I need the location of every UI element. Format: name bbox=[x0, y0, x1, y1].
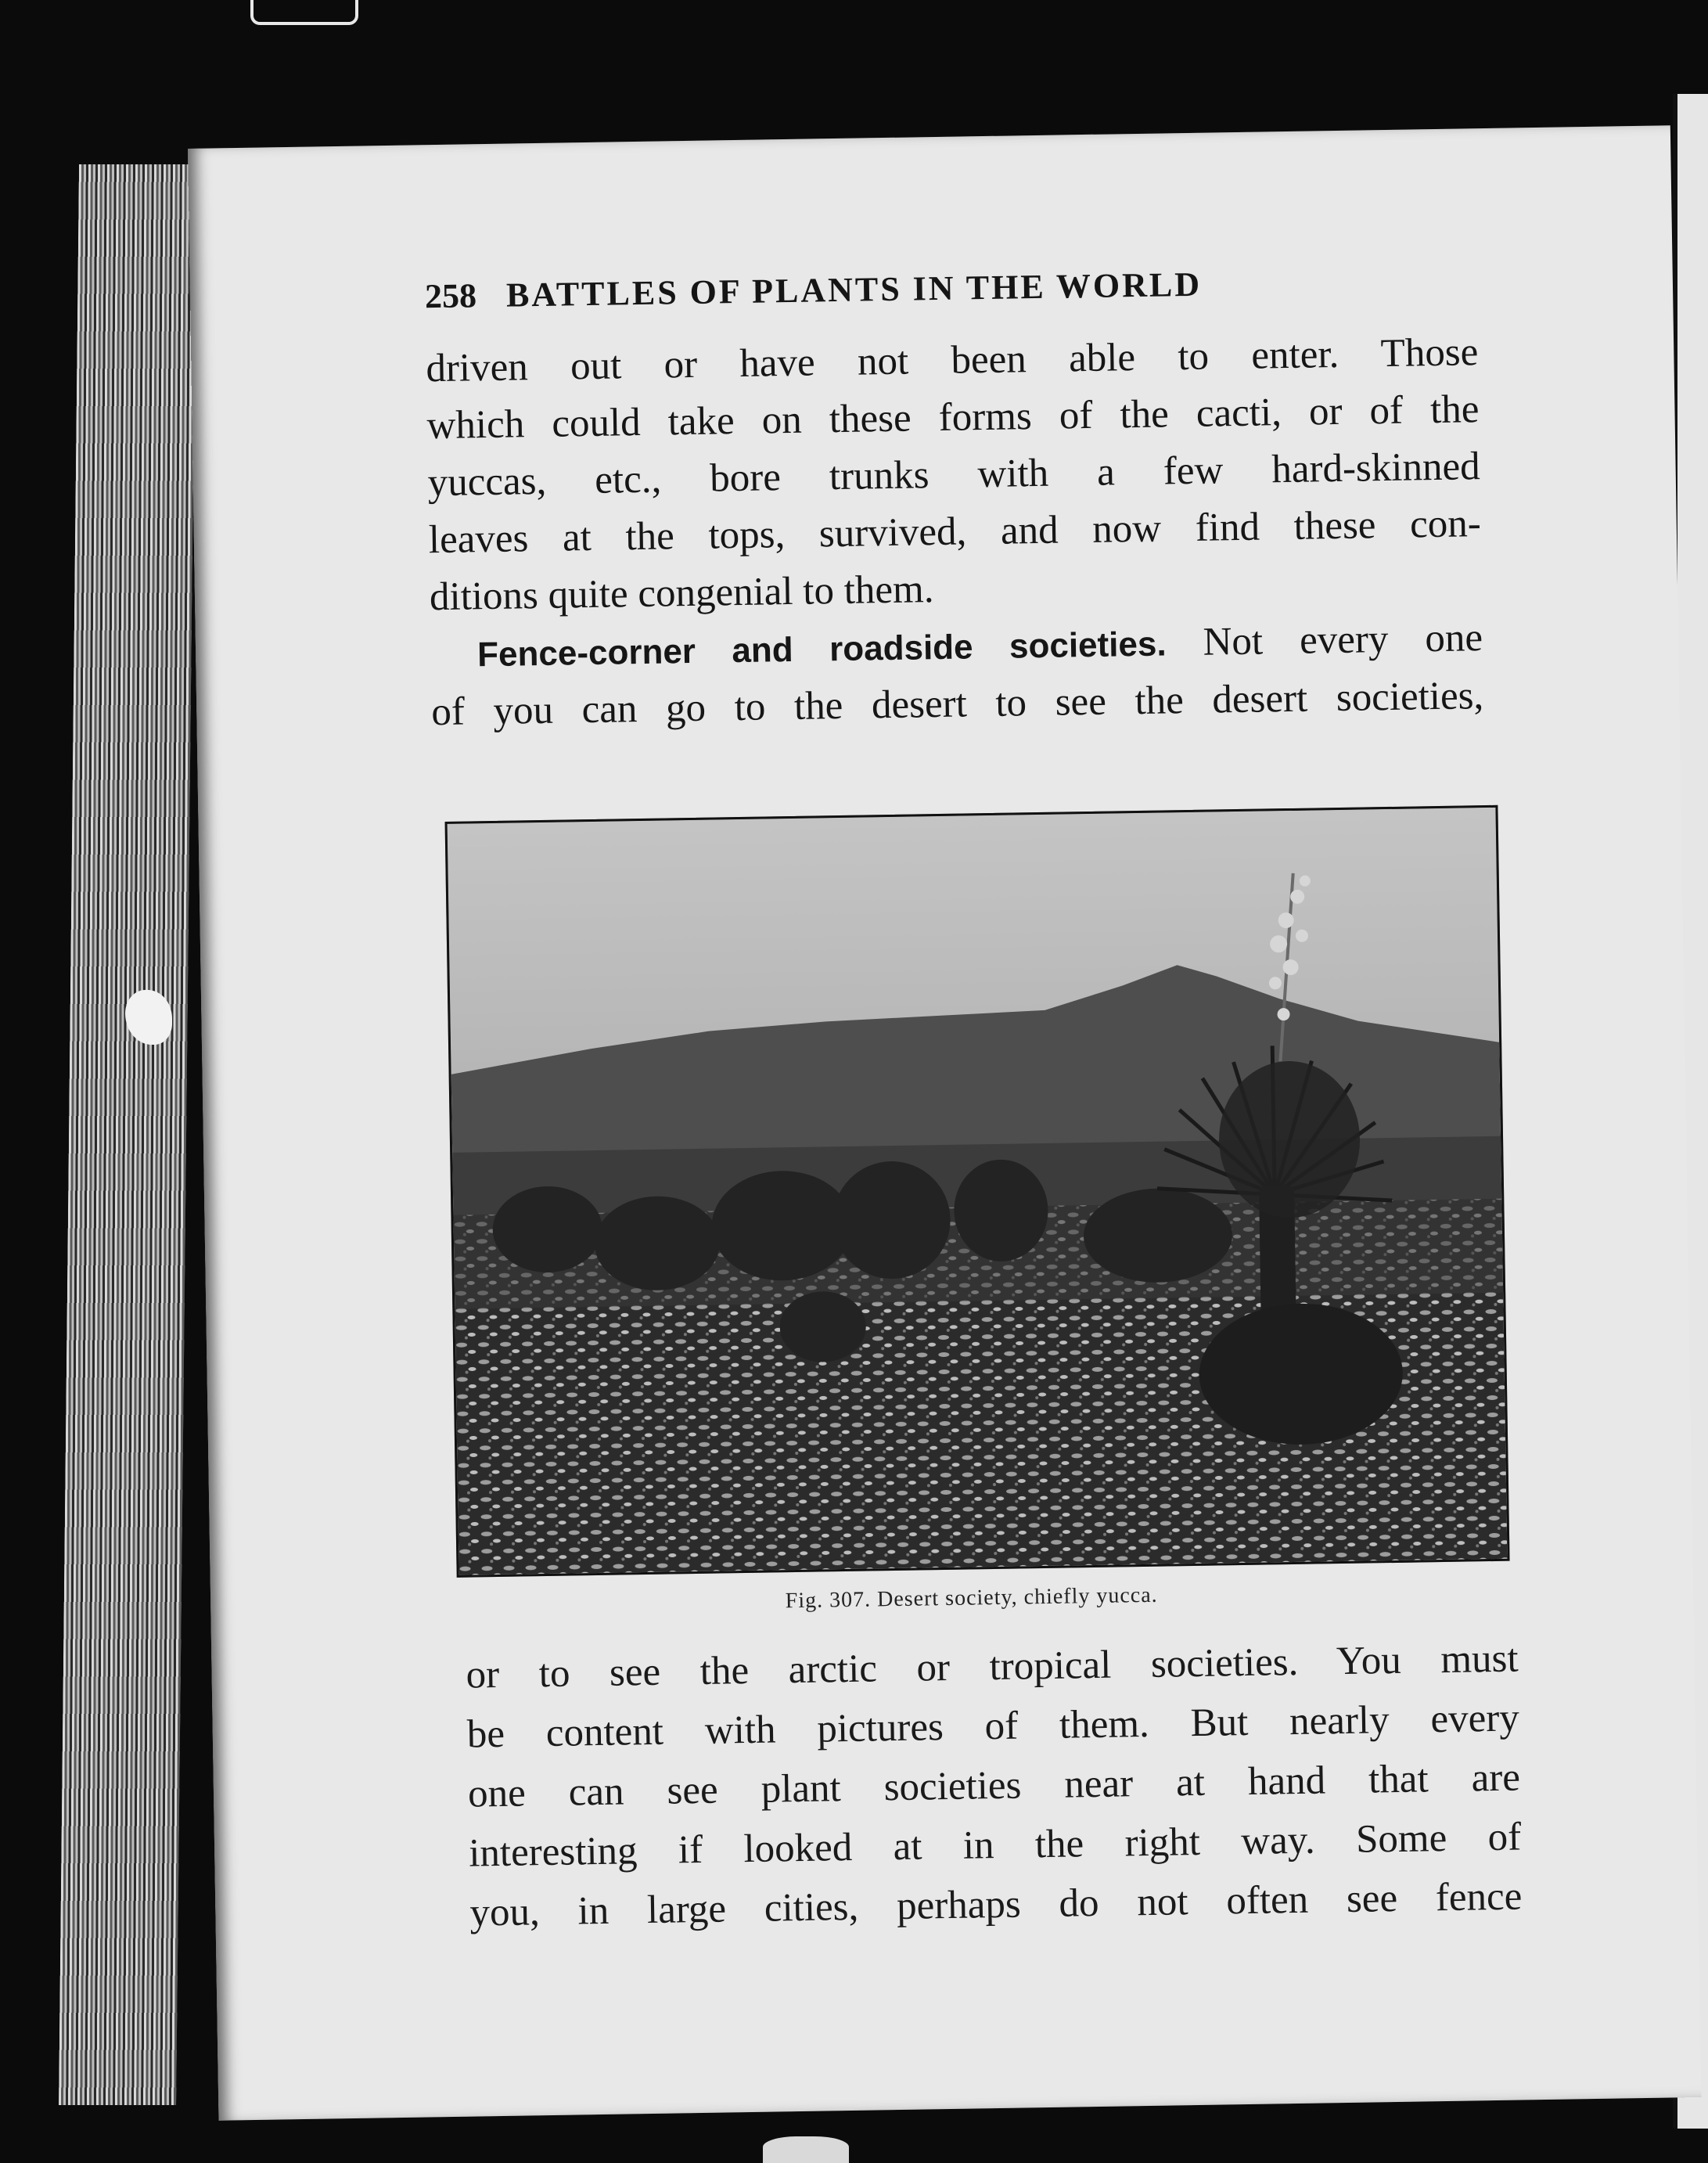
text-line: or to see the arctic or tropical societies. You must bbox=[466, 1636, 1519, 1697]
text-line: of you can go to the desert to see the desert societies, bbox=[430, 674, 1484, 735]
page-number: 258 bbox=[424, 276, 477, 316]
text-line: one can see plant societies near at hand that are bbox=[467, 1755, 1521, 1816]
desert-yucca-photo-icon bbox=[448, 808, 1508, 1575]
text-line: driven out or have not been able to enter. Those bbox=[426, 330, 1479, 391]
running-header bbox=[425, 265, 1203, 317]
text-line: interesting if looked at in the right way. Some of bbox=[468, 1815, 1522, 1876]
figure-photo bbox=[445, 805, 1510, 1578]
text-line: you, in large cities, perhaps do not often see fence bbox=[469, 1874, 1523, 1935]
text-line: yuccas, etc., bore trunks with a few hard-skinned bbox=[427, 444, 1481, 506]
paragraph-section bbox=[430, 610, 1484, 741]
book-page bbox=[188, 125, 1701, 2120]
page-body-bottom bbox=[466, 1629, 1523, 1943]
page-body-top bbox=[426, 324, 1484, 741]
text-line: ditions quite congenial to them. bbox=[429, 567, 934, 620]
paragraph-continuation bbox=[426, 324, 1483, 626]
section-heading: Fence-corner and roadside societies. bbox=[476, 624, 1167, 675]
text-line: which could take on these forms of the cacti, or of the bbox=[426, 387, 1480, 448]
text-line: leaves at the tops, survived, and now find these con- bbox=[428, 502, 1482, 563]
text-fragment: Not every one bbox=[1203, 616, 1483, 664]
paper-fragment bbox=[250, 0, 358, 25]
page-edges bbox=[59, 164, 196, 2105]
paper-damage-spot bbox=[763, 2136, 849, 2163]
running-title: BATTLES OF PLANTS IN THE WORLD bbox=[505, 265, 1203, 315]
text-line: be content with pictures of them. But nearly every bbox=[466, 1696, 1520, 1757]
figure-caption: Fig. 307. Desert society, chiefly yucca. bbox=[785, 1582, 1158, 1614]
